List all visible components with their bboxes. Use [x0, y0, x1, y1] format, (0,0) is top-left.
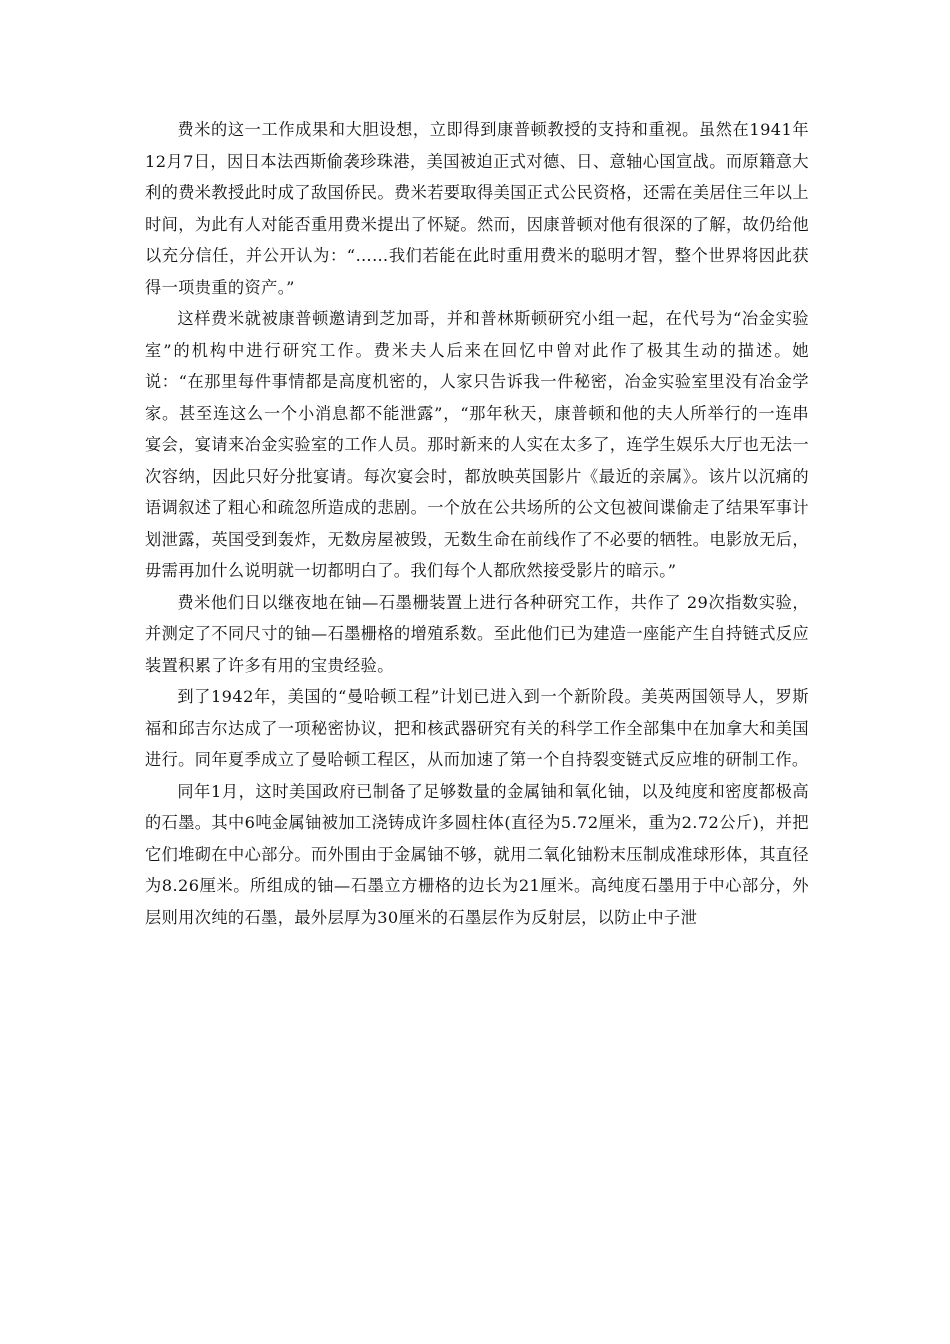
- paragraph-1: 费米的这一工作成果和大胆设想，立即得到康普顿教授的支持和重视。虽然在1941年12月7日，因日本法西斯偷袭珍珠港，美国被迫正式对德、日、意轴心国宣战。而原籍意大利的费米教授此时成了敌国侨民。费米若要取得美国正式公民资格，还需在美居住三年以上时间，为此有人对能否重用费米提出了怀疑。然而，因康普顿对他有很深的了解，故仍给他以充分信任，并公开认为：“……我们若能在此时重用费米的聪明才智，整个世界将因此获得一项贵重的资产。”: [145, 120, 809, 297]
- document-body: [145, 114, 809, 933]
- paragraph-5: 同年1月，这时美国政府已制备了足够数量的金属铀和氧化铀，以及纯度和密度都极高的石墨。其中6吨金属铀被加工浇铸成许多圆柱体(直径为5.72厘米，重为2.72公斤)，并把它们堆砌在中心部分。而外围由于金属铀不够，就用二氧化铀粉末压制成准球形体，其直径为8.26厘米。所组成的铀—石墨立方栅格的边长为21厘米。高纯度石墨用于中心部分，外层则用次纯的石墨，最外层厚为30厘米的石墨层作为反射层，以防止中子泄: [145, 781, 809, 927]
- paragraph-3: 费米他们日以继夜地在铀—石墨栅装置上进行各种研究工作，共作了 29次指数实验，并测定了不同尺寸的铀—石墨栅格的增殖系数。至此他们已为建造一座能产生自持链式反应装置积累了许多有用的宝贵经验。: [145, 592, 809, 675]
- paragraph-4: 到了1942年，美国的“曼哈顿工程”计划已进入到一个新阶段。美英两国领导人，罗斯福和邱吉尔达成了一项秘密协议，把和核武器研究有关的科学工作全部集中在加拿大和美国进行。同年夏季成立了曼哈顿工程区，从而加速了第一个自持裂变链式反应堆的研制工作。: [145, 687, 809, 769]
- paragraph-2: 这样费米就被康普顿邀请到芝加哥，并和普林斯顿研究小组一起，在代号为“冶金实验室”的机构中进行研究工作。费米夫人后来在回忆中曾对此作了极其生动的描述。她说：“在那里每件事情都是高度机密的，人家只告诉我一件秘密，冶金实验室里没有冶金学家。甚至连这么一个小消息都不能泄露”，“那年秋天，康普顿和他的夫人所举行的一连串宴会，宴请来冶金实验室的工作人员。那时新来的人实在太多了，连学生娱乐大厅也无法一次容纳，因此只好分批宴请。每次宴会时，都放映英国影片《最近的亲属》。该片以沉痛的语调叙述了粗心和疏忽所造成的悲剧。一个放在公共场所的公文包被间谍偷走了结果军事计划泄露，英国受到轰炸，无数房屋被毁，无数生命在前线作了不必要的牺牲。电影放无后，毋需再加什么说明就一切都明白了。我们每个人都欣然接受影片的暗示。”: [145, 309, 809, 580]
